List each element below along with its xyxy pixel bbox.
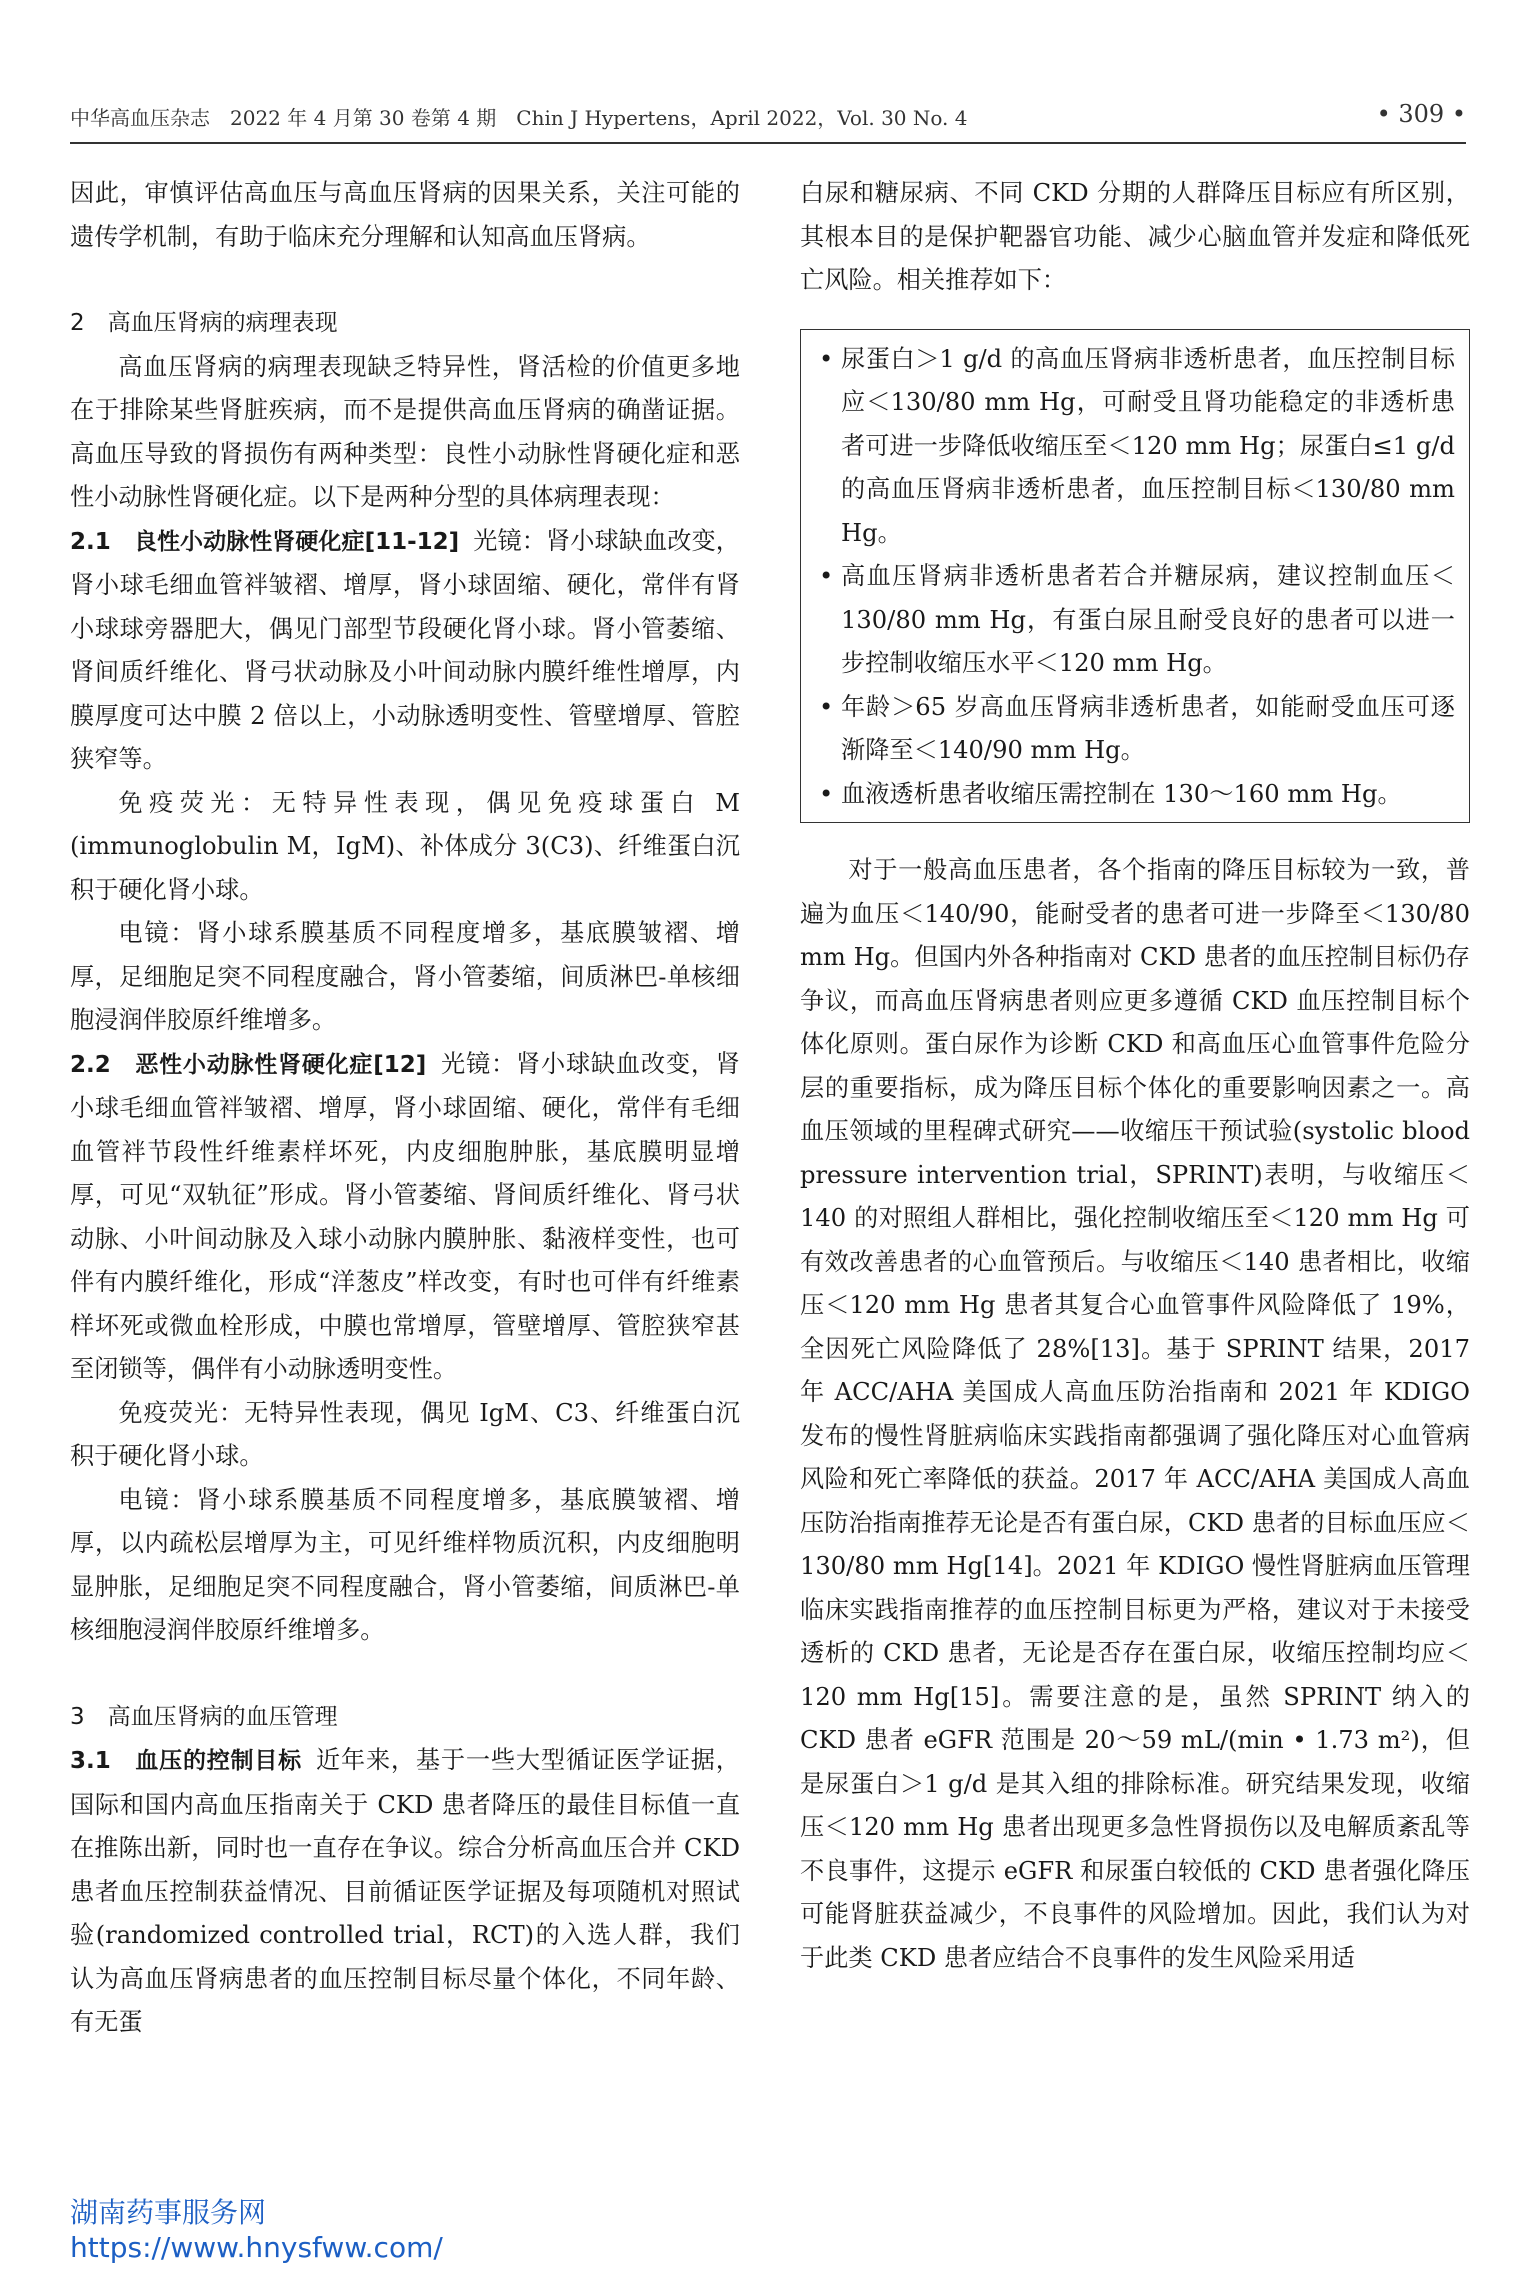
section-3-1-paragraph <box>70 1739 740 2045</box>
section-2-2-em: 电镜：肾小球系膜基质不同程度增多，基底膜皱褶、增厚，以内疏松层增厚为主，可见纤维样物质沉积，内皮细胞明显肿胀，足细胞足突不同程度融合，肾小管萎缩，间质淋巴-单核细胞浸润伴胶原纤维增多。 <box>70 1485 740 1644</box>
section-2-1-immuno: 免疫荧光：无特异性表现，偶见免疫球蛋白 M (immunoglobulin M，IgM)、补体成分 3(C3)、纤维蛋白沉积于硬化肾小球。 <box>70 788 740 904</box>
site-name[interactable]: 湖南药事服务网 <box>70 2196 267 2229</box>
page-number: • 309 • <box>1376 100 1466 128</box>
header-rule <box>70 142 1466 144</box>
recommendation-item: • 高血压肾病非透析患者若合并糖尿病，建议控制血压＜130/80 mm Hg，有蛋白尿且耐受良好的患者可以进一步控制收缩压水平＜120 mm Hg。 <box>815 555 1455 686</box>
section-2-2-title: 2.2 恶性小动脉性肾硬化症[12] <box>70 1051 427 1078</box>
section-2-paragraph: 高血压肾病的病理表现缺乏特异性，肾活检的价值更多地在于排除某些肾脏疾病，而不是提供高血压肾病的确凿证据。高血压导致的肾损伤有两种类型：良性小动脉性肾硬化症和恶性小动脉性肾硬化症。以下是两种分型的具体病理表现： <box>70 352 740 511</box>
recommendation-box <box>800 329 1470 824</box>
section-3-1-title: 3.1 血压的控制目标 <box>70 1748 302 1774</box>
site-url-link[interactable]: https://www.hnysfww.com/ <box>70 2231 443 2264</box>
recommendation-item: • 年龄＞65 岁高血压肾病非透析患者，如能耐受血压可逐渐降至＜140/90 mm Hg。 <box>815 686 1455 773</box>
section-2-2-text: 光镜：肾小球缺血改变，肾小球毛细血管袢皱褶、增厚，肾小球固缩、硬化，常伴有毛细血管袢节段性纤维素样坏死，内皮细胞肿胀，基底膜明显增厚，可见“双轨征”形成。肾小管萎缩、肾间质纤维化、肾弓状动脉、小叶间动脉及入球小动脉内膜肿胀、黏液样变性，也可伴有内膜纤维化，形成“洋葱皮”样改变，有时也可伴有纤维素样坏死或微血栓形成，中膜也常增厚，管壁增厚、管腔狭窄甚至闭锁等，偶伴有小动脉透明变性。 <box>70 1049 740 1383</box>
main-paragraph: 对于一般高血压患者，各个指南的降压目标较为一致，普遍为血压＜140/90，能耐受者的患者可进一步降至＜130/80 mm Hg。但国内外各种指南对 CKD 患者的血压控制目标仍存争议，而高血压肾病患者则应更多遵循 CKD 血压控制目标个体化原则。蛋白尿作为诊断 CKD 和高血压心血管事件危险分层的重要指标，成为降压目标个体化的重要影响因素之一。高血压领域的里程碑式研究——收缩压干预试验(systolic blood pressure intervention trial，SPRINT)表明，与收缩压＜140 的对照组人群相比，强化控制收缩压至＜120 mm Hg 可有效改善患者的心血管预后。与收缩压＜140 患者相比，收缩压＜120 mm Hg 患者其复合心血管事件风险降低了 19%，全因死亡风险降低了 28%[13]。基于 SPRINT 结果，2017 年 ACC/AHA 美国成人高血压防治指南和 2021 年 KDIGO 发布的慢性肾脏病临床实践指南都强调了强化降压对心血管病风险和死亡率降低的获益。2017 年 ACC/AHA 美国成人高血压防治指南推荐无论是否有蛋白尿，CKD 患者的目标血压应＜130/80 mm Hg[14]。2021 年 KDIGO 慢性肾脏病血压管理临床实践指南推荐的血压控制目标更为严格，建议对于未接受透析的 CKD 患者，无论是否存在蛋白尿，收缩压控制均应＜120 mm Hg[15]。需要注意的是，虽然 SPRINT 纳入的 CKD 患者 eGFR 范围是 20～59 mL/(min • 1.73 m²)，但是尿蛋白＞1 g/d 是其入组的排除标准。研究结果发现，收缩压＜120 mm Hg 患者出现更多急性肾损伤以及电解质紊乱等不良事件，这提示 eGFR 和尿蛋白较低的 CKD 患者强化降压可能肾脏获益减少，不良事件的风险增加。因此，我们认为对于此类 CKD 患者应结合不良事件的发生风险采用适 <box>800 856 1470 1972</box>
section-2-1-title: 2.1 良性小动脉性肾硬化症[11-12] <box>70 528 460 555</box>
section-2-1-text: 光镜：肾小球缺血改变，肾小球毛细血管袢皱褶、增厚，肾小球固缩、硬化，常伴有肾小球球旁器肥大，偶见门部型节段硬化肾小球。肾小管萎缩、肾间质纤维化、肾弓状动脉及小叶间动脉内膜纤维性增厚，内膜厚度可达中膜 2 倍以上，小动脉透明变性、管壁增厚、管腔狭窄等。 <box>70 526 740 773</box>
left-column <box>70 172 740 2045</box>
intro-paragraph: 因此，审慎评估高血压与高血压肾病的因果关系，关注可能的遗传学机制，有助于临床充分理解和认知高血压肾病。 <box>70 179 740 251</box>
section-2-1-paragraph <box>70 520 740 782</box>
bullet-icon: • <box>819 692 834 721</box>
running-header <box>70 102 1466 138</box>
recommendation-item: • 尿蛋白＞1 g/d 的高血压肾病非透析患者，血压控制目标应＜130/80 mm Hg，可耐受且肾功能稳定的非透析患者可进一步降低收缩压至＜120 mm Hg；尿蛋白≤1 g/d 的高血压肾病非透析患者，血压控制目标＜130/80 mm Hg。 <box>815 338 1455 556</box>
bullet-icon: • <box>819 779 834 808</box>
right-column <box>800 172 1470 1980</box>
recommendation-item: • 血液透析患者收缩压需控制在 130～160 mm Hg。 <box>815 773 1455 817</box>
bullet-icon: • <box>819 344 834 373</box>
journal-info: 中华高血压杂志 2022 年 4 月第 30 卷第 4 期 Chin J Hypertens，April 2022，Vol. 30 No. 4 <box>70 106 968 130</box>
section-2-title: 2 高血压肾病的病理表现 <box>70 310 338 336</box>
section-2-2-immuno: 免疫荧光：无特异性表现，偶见 IgM、C3、纤维蛋白沉积于硬化肾小球。 <box>70 1398 740 1470</box>
section-2-1-em: 电镜：肾小球系膜基质不同程度增多，基底膜皱褶、增厚，足细胞足突不同程度融合，肾小管萎缩，间质淋巴-单核细胞浸润伴胶原纤维增多。 <box>70 919 740 1034</box>
section-3-title: 3 高血压肾病的血压管理 <box>70 1703 338 1730</box>
continued-paragraph: 白尿和糖尿病、不同 CKD 分期的人群降压目标应有所区别，其根本目的是保护靶器官功能、减少心脑血管并发症和降低死亡风险。相关推荐如下： <box>800 179 1470 294</box>
section-3-1-text: 近年来，基于一些大型循证医学证据，国际和国内高血压指南关于 CKD 患者降压的最佳目标值一直在推陈出新，同时也一直存在争议。综合分析高血压合并 CKD 患者血压控制获益情况、目前循证医学证据及每项随机对照试验(randomized controlled trial，RCT)的入选人群，我们认为高血压肾病患者的血压控制目标尽量个体化，不同年龄、有无蛋 <box>70 1746 740 2036</box>
bullet-icon: • <box>819 562 834 590</box>
section-2-2-paragraph <box>70 1043 740 1392</box>
watermark-footer <box>70 2195 443 2265</box>
